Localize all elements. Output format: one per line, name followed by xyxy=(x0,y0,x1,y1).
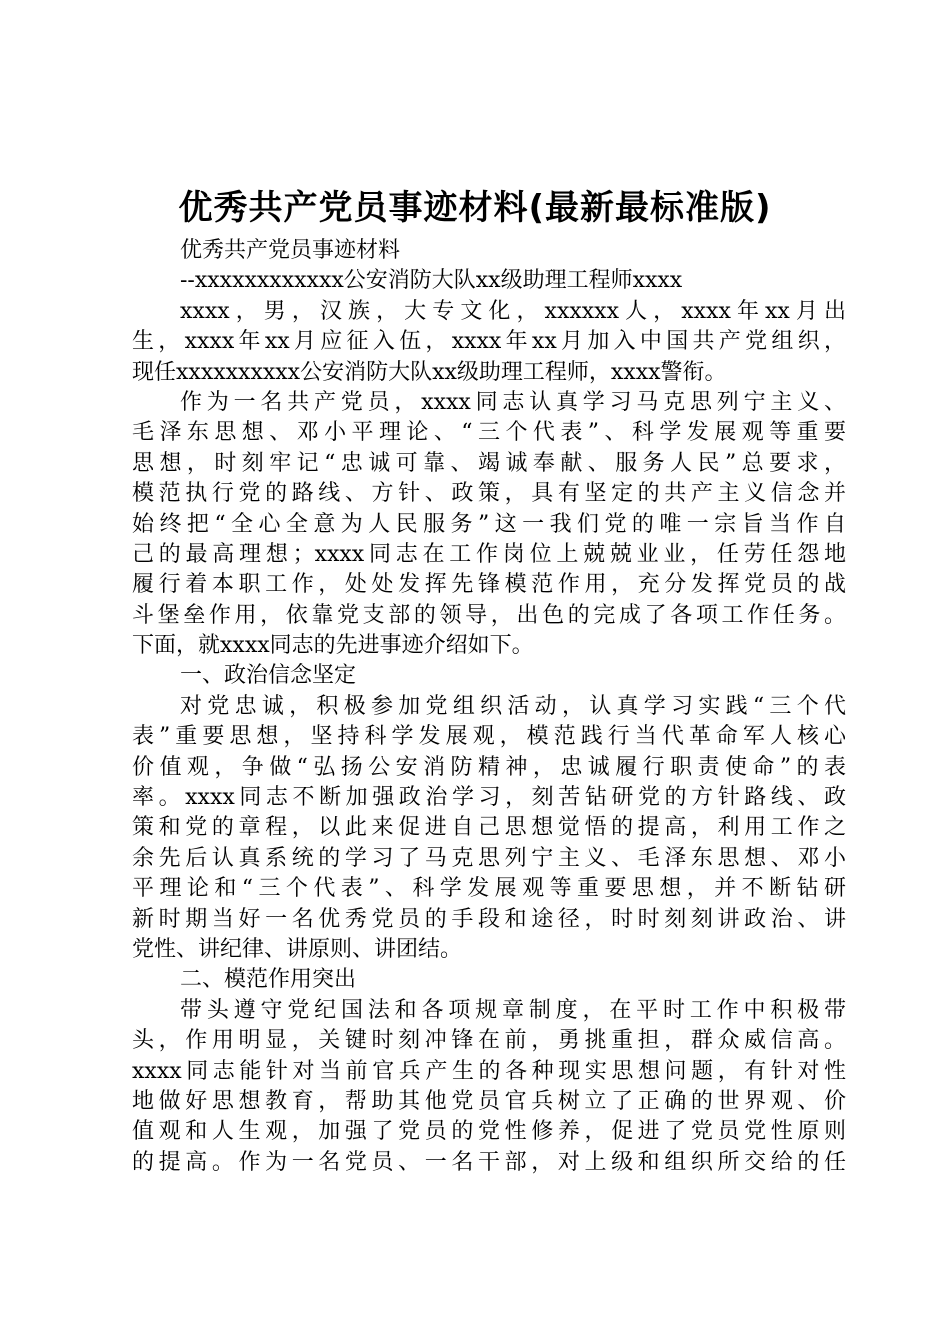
text-line: 一、政治信念坚定 xyxy=(180,663,357,689)
text-line: 率。xxxx同志不断加强政治学习，刻苦钻研党的方针路线、政 xyxy=(132,785,846,811)
text-line: 对党忠诚，积极参加党组织活动，认真学习实践“三个代 xyxy=(180,693,846,719)
text-line: 模范执行党的路线、方针、政策，具有坚定的共产主义信念并 xyxy=(132,481,846,507)
text-line: 值观和人生观，加强了党员的党性修养，促进了党员党性原则 xyxy=(132,1119,846,1145)
text-line: xxxx，男，汉族，大专文化，xxxxxx人，xxxx年xx月出 xyxy=(180,298,846,324)
text-line: 地做好思想教育，帮助其他党员官兵树立了正确的世界观、价 xyxy=(132,1088,846,1114)
text-line: 新时期当好一名优秀党员的手段和途径，时时刻刻讲政治、讲 xyxy=(132,906,846,932)
text-line: 党性、讲纪律、讲原则、讲团结。 xyxy=(132,936,463,962)
text-line: 二、模范作用突出 xyxy=(180,967,357,993)
text-line: 作为一名共产党员，xxxx同志认真学习马克思列宁主义、 xyxy=(180,389,846,415)
text-line: xxxx同志能针对当前官兵产生的各种现实思想问题，有针对性 xyxy=(132,1058,846,1084)
text-line: 头，作用明显，关键时刻冲锋在前，勇挑重担，群众威信高。 xyxy=(132,1028,846,1054)
text-line: 思想，时刻牢记“忠诚可靠、竭诚奉献、服务人民”总要求， xyxy=(132,450,846,476)
text-line: 斗堡垒作用，依靠党支部的领导，出色的完成了各项工作任务。 xyxy=(132,602,846,628)
text-line: 生，xxxx年xx月应征入伍，xxxx年xx月加入中国共产党组织， xyxy=(132,329,846,355)
text-line: 履行着本职工作，处处发挥先锋模范作用，充分发挥党员的战 xyxy=(132,572,846,598)
text-line: 的提高。作为一名党员、一名干部，对上级和组织所交给的任 xyxy=(132,1149,846,1175)
document-body xyxy=(132,236,846,1178)
text-line: 带头遵守党纪国法和各项规章制度，在平时工作中积极带 xyxy=(180,997,846,1023)
text-line: 平理论和“三个代表”、科学发展观等重要思想，并不断钻研 xyxy=(132,876,846,902)
text-line: 策和党的章程，以此来促进自己思想觉悟的提高，利用工作之 xyxy=(132,815,846,841)
text-line: 始终把“全心全意为人民服务”这一我们党的唯一宗旨当作自 xyxy=(132,511,846,537)
text-line: 价值观，争做“弘扬公安消防精神，忠诚履行职责使命”的表 xyxy=(132,754,846,780)
text-line: 现任xxxxxxxxxx公安消防大队xx级助理工程师，xxxx警衔。 xyxy=(132,359,727,385)
text-line: 余先后认真系统的学习了马克思列宁主义、毛泽东思想、邓小 xyxy=(132,845,846,871)
text-line: 优秀共产党员事迹材料 xyxy=(180,238,401,263)
text-line: 毛泽东思想、邓小平理论、“三个代表”、科学发展观等重要 xyxy=(132,420,846,446)
text-line: 己的最高理想；xxxx同志在工作岗位上兢兢业业，任劳任怨地 xyxy=(132,541,846,567)
text-line: --xxxxxxxxxxxx公安消防大队xx级助理工程师xxxx xyxy=(180,268,683,294)
document-title: 优秀共产党员事迹材料(最新最标准版) xyxy=(178,188,772,228)
text-line: 表”重要思想，坚持科学发展观，模范践行当代革命军人核心 xyxy=(132,724,846,750)
text-line: 下面，就xxxx同志的先进事迹介绍如下。 xyxy=(132,633,534,659)
